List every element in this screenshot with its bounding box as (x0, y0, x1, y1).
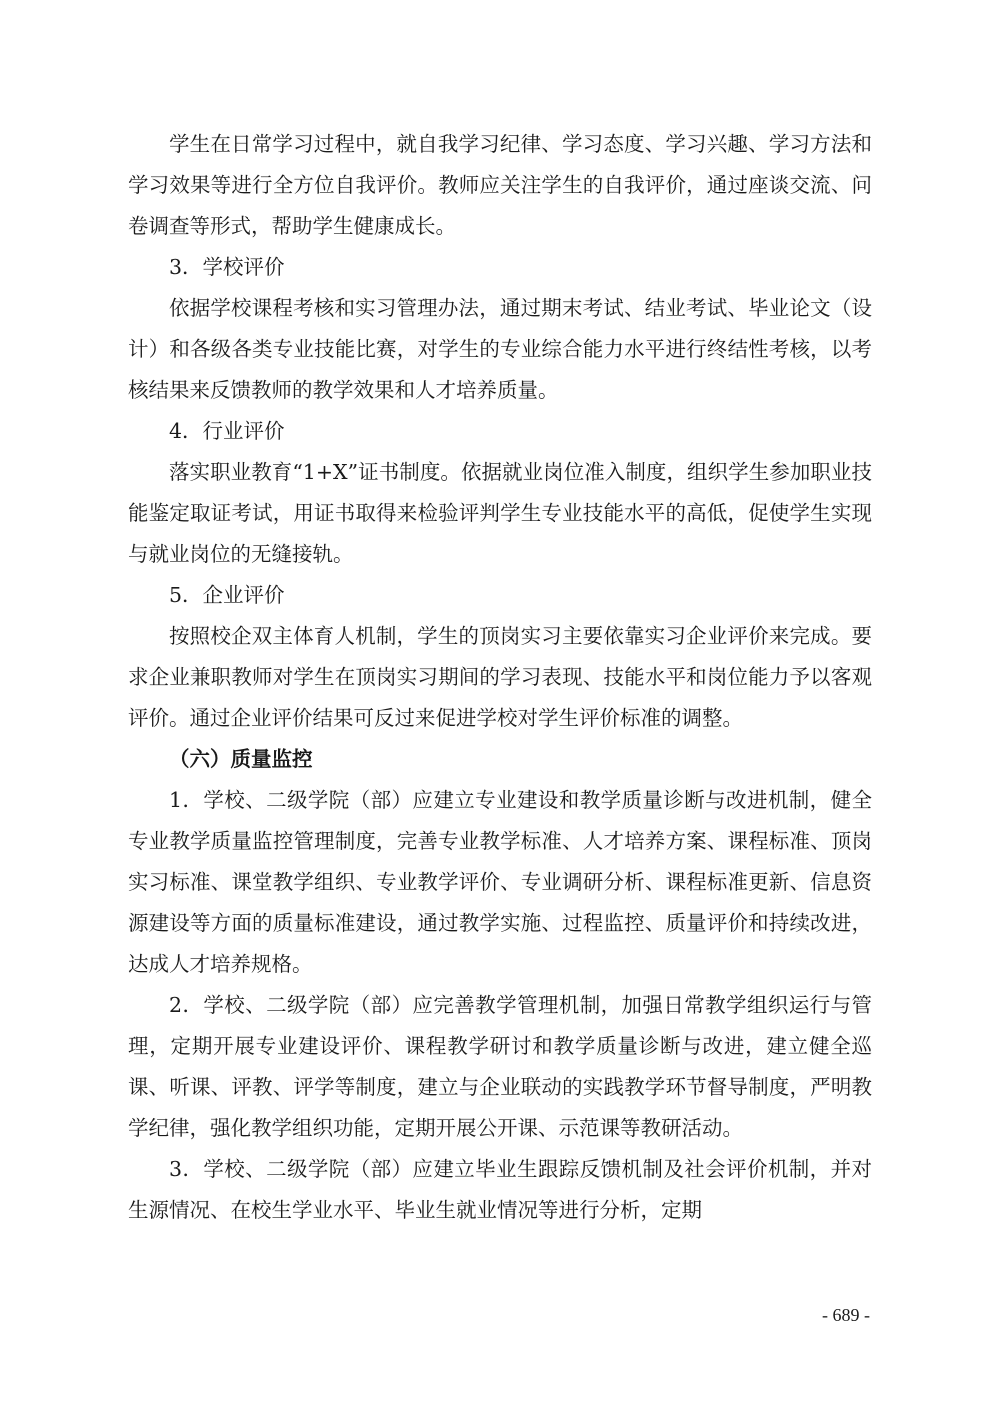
paragraph-quality-item-3: 3．学校、二级学院（部）应建立毕业生跟踪反馈机制及社会评价机制，并对生源情况、在校生学业水平、毕业生就业情况等进行分析，定期 (128, 1157, 872, 1222)
page-body (128, 124, 872, 1231)
paragraph-self-evaluation: 学生在日常学习过程中，就自我学习纪律、学习态度、学习兴趣、学习方法和学习效果等进行全方位自我评价。教师应关注学生的自我评价，通过座谈交流、问卷调查等形式，帮助学生健康成长。 (128, 132, 872, 238)
paragraph-quality-item-1: 1．学校、二级学院（部）应建立专业建设和教学质量诊断与改进机制，健全专业教学质量监控管理制度，完善专业教学标准、人才培养方案、课程标准、顶岗实习标准、课堂教学组织、专业教学评价、专业调研分析、课程标准更新、信息资源建设等方面的质量标准建设，通过教学实施、过程监控、质量评价和持续改进，达成人才培养规格。 (128, 788, 872, 976)
paragraph-quality-item-2: 2．学校、二级学院（部）应完善教学管理机制，加强日常教学组织运行与管理，定期开展专业建设评价、课程教学研讨和教学质量诊断与改进，建立健全巡课、听课、评教、评学等制度，建立与企业联动的实践教学环节督导制度，严明教学纪律，强化教学组织功能，定期开展公开课、示范课等教研活动。 (128, 993, 872, 1140)
subheading-industry-evaluation: 4．行业评价 (169, 419, 285, 443)
section-heading-quality-monitoring: （六）质量监控 (169, 747, 313, 771)
paragraph-enterprise-evaluation: 按照校企双主体育人机制，学生的顶岗实习主要依靠实习企业评价来完成。要求企业兼职教师对学生在顶岗实习期间的学习表现、技能水平和岗位能力予以客观评价。通过企业评价结果可反过来促进学校对学生评价标准的调整。 (128, 624, 872, 730)
paragraph-industry-evaluation: 落实职业教育“1+X”证书制度。依据就业岗位准入制度，组织学生参加职业技能鉴定取证考试，用证书取得来检验评判学生专业技能水平的高低，促使学生实现与就业岗位的无缝接轨。 (128, 460, 872, 566)
subheading-school-evaluation: 3．学校评价 (169, 255, 285, 279)
paragraph-school-evaluation: 依据学校课程考核和实习管理办法，通过期末考试、结业考试、毕业论文（设计）和各级各类专业技能比赛，对学生的专业综合能力水平进行终结性考核，以考核结果来反馈教师的教学效果和人才培养质量。 (128, 296, 872, 402)
subheading-enterprise-evaluation: 5．企业评价 (169, 583, 285, 607)
page-number: - 689 - (822, 1305, 870, 1325)
